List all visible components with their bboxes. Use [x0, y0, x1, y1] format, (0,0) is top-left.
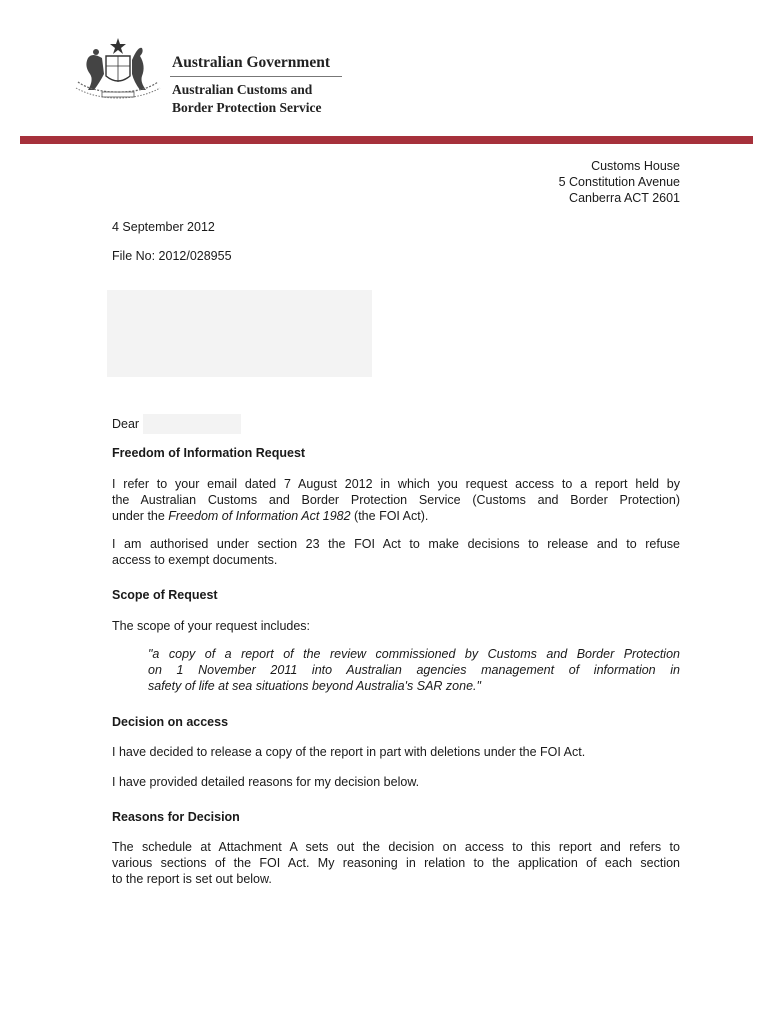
intro-line-1: I refer to your email dated 7 August 2012 in which you request access to a report held by: [112, 477, 680, 491]
act-title: Freedom of Information Act 1982: [168, 509, 351, 523]
letterhead-agency: [172, 81, 321, 117]
reasons-line-3: to the report is set out below.: [112, 872, 272, 886]
reasons-line-2: various sections of the FOI Act. My reasoning in relation to the application of each section: [112, 856, 680, 870]
quote-line-3: safety of life at sea situations beyond Australia's SAR zone.": [148, 679, 481, 693]
letterhead-band: [20, 136, 753, 144]
decision-heading: Decision on access: [112, 715, 229, 729]
quote-line-2: on 1 November 2011 into Australian agencies management of information in: [148, 663, 680, 677]
decision-paragraph-2: I have provided detailed reasons for my decision below.: [112, 775, 420, 789]
intro-line-3-post: (the FOI Act).: [350, 509, 429, 523]
salutation: Dear: [112, 417, 140, 431]
scope-heading: Scope of Request: [112, 588, 218, 602]
reasons-paragraph: [112, 839, 680, 887]
coat-of-arms-icon: [72, 36, 162, 102]
foi-heading: Freedom of Information Request: [112, 446, 306, 460]
redacted-recipient-address: [107, 290, 372, 377]
file-number: File No: 2012/028955: [112, 249, 232, 263]
redacted-recipient-name: [143, 414, 241, 434]
letterhead-government: Australian Government: [172, 54, 331, 71]
authority-paragraph: [112, 536, 680, 568]
agency-line-1: Australian Customs and: [172, 82, 313, 97]
authority-line-1: I am authorised under section 23 the FOI Act to make decisions to release and to refuse: [112, 537, 680, 551]
intro-line-3-pre: under the: [112, 509, 169, 523]
intro-line-2: the Australian Customs and Border Protection Service (Customs and Border Protection): [112, 493, 680, 507]
scope-quote: [148, 646, 680, 694]
intro-paragraph: [112, 476, 680, 524]
intro-line-3: [112, 508, 680, 524]
letter-date: 4 September 2012: [112, 220, 215, 234]
quote-line-1: "a copy of a report of the review commissioned by Customs and Border Protection: [148, 647, 680, 661]
sender-address: [559, 158, 680, 206]
address-line-2: 5 Constitution Avenue: [558, 175, 680, 189]
authority-line-2: access to exempt documents.: [112, 553, 278, 567]
address-line-1: Customs House: [591, 159, 680, 173]
agency-line-2: Border Protection Service: [172, 100, 322, 115]
letterhead-divider: [170, 76, 342, 77]
reasons-heading: Reasons for Decision: [112, 810, 240, 824]
reasons-line-1: The schedule at Attachment A sets out the decision on access to this report and refers to: [112, 840, 680, 854]
decision-paragraph-1: I have decided to release a copy of the report in part with deletions under the FOI Act.: [112, 745, 586, 759]
scope-intro: The scope of your request includes:: [112, 619, 311, 633]
address-line-3: Canberra ACT 2601: [569, 191, 680, 205]
